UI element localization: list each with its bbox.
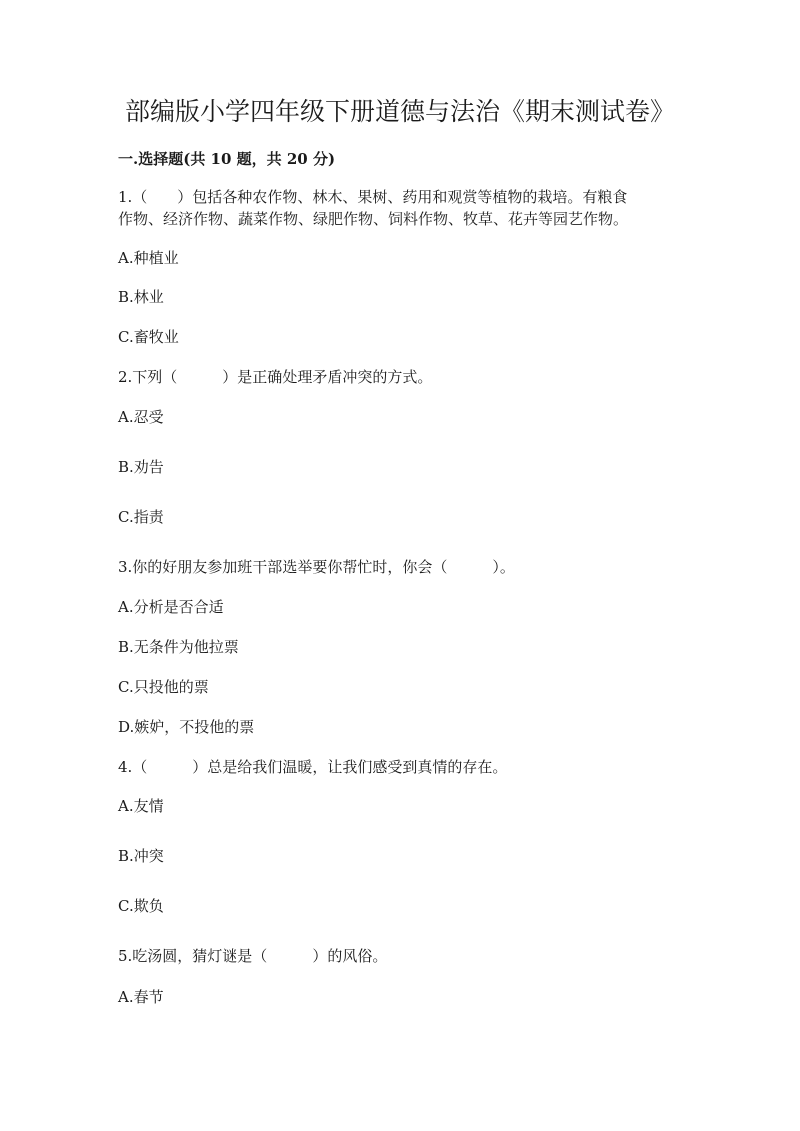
question-1-stem-line-1: 1.（ ）包括各种农作物、林木、果树、药用和观赏等植物的栽培。有粮食 xyxy=(118,188,628,206)
question-4-stem: 4.（ ）总是给我们温暖，让我们感受到真情的存在。 xyxy=(118,758,508,776)
question-1-stem-line-2: 作物、经济作物、蔬菜作物、绿肥作物、饲料作物、牧草、花卉等园艺作物。 xyxy=(118,210,629,228)
page-title: 部编版小学四年级下册道德与法治《期末测试卷》 xyxy=(124,97,675,126)
question-1-option-c: C.畜牧业 xyxy=(118,328,179,346)
question-4-option-a: A.友情 xyxy=(118,797,164,815)
question-3-option-c: C.只投他的票 xyxy=(118,678,209,696)
question-3-option-d: D.嫉妒，不投他的票 xyxy=(118,718,255,736)
question-2-stem: 2.下列（ ）是正确处理矛盾冲突的方式。 xyxy=(118,368,433,386)
question-5-option-a: A.春节 xyxy=(118,988,164,1006)
question-4-option-b: B.冲突 xyxy=(118,847,164,865)
question-3-option-a: A.分析是否合适 xyxy=(118,598,224,616)
question-1-option-b: B.林业 xyxy=(118,288,164,306)
question-3-option-b: B.无条件为他拉票 xyxy=(118,638,239,656)
question-3-stem: 3.你的好朋友参加班干部选举要你帮忙时，你会（ ）。 xyxy=(118,558,515,576)
section-heading: 一.选择题(共 10 题，共 20 分) xyxy=(118,150,336,168)
question-4-option-c: C.欺负 xyxy=(118,897,164,915)
question-2-option-a: A.忍受 xyxy=(118,408,164,426)
question-1-option-a: A.种植业 xyxy=(118,249,179,267)
question-2-option-b: B.劝告 xyxy=(118,458,164,476)
question-5-stem: 5.吃汤圆，猜灯谜是（ ）的风俗。 xyxy=(118,947,388,965)
question-2-option-c: C.指责 xyxy=(118,508,164,526)
